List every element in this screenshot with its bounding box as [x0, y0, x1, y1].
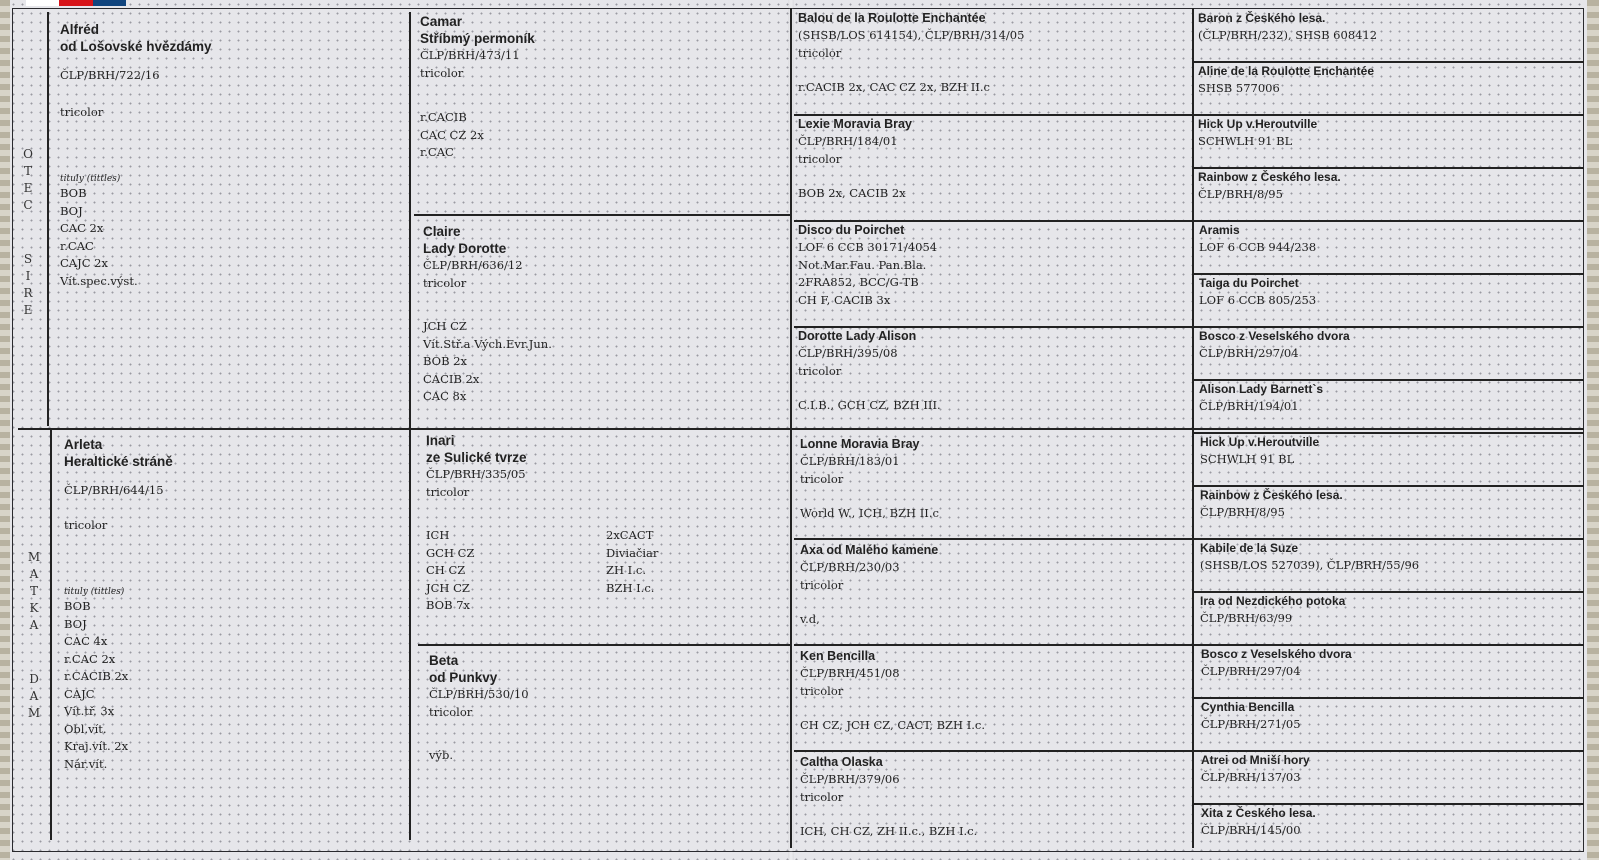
- ancestor-name: Baron z Českého lesa.: [1198, 11, 1326, 25]
- label-letter: A: [29, 618, 39, 632]
- ancestor-name-line1: Camar: [420, 14, 463, 29]
- dam-block: [64, 436, 399, 773]
- ancestor-name-line1: Claire: [423, 224, 461, 239]
- ancestor-name: Axa od Malého kamene: [800, 543, 939, 557]
- ancestor-detail: LOF 6 CCB 30171/4054: [798, 240, 938, 254]
- ancestor-gen4: [1198, 63, 1578, 98]
- ancestor-titles: C.I.B., GCH CZ, BZH III.: [798, 398, 941, 412]
- ancestor-name: Rainbow z Českého lesa.: [1198, 170, 1341, 184]
- label-letter: T: [29, 584, 38, 598]
- ancestor-name: Aline de la Roulotte Enchantée: [1198, 64, 1375, 78]
- ancestor-title: výb.: [429, 748, 454, 762]
- sire-title: Vít.spec.výst.: [60, 273, 138, 288]
- granddam-paternal: [423, 223, 773, 406]
- divider-line: [47, 12, 49, 426]
- ancestor-detail: tricolor: [800, 683, 844, 698]
- titles-column-right: [606, 527, 766, 615]
- dam-title: r.CAC 2x: [64, 651, 116, 666]
- ancestor-detail: tricolor: [798, 151, 842, 166]
- ancestor-title: JCH CZ: [426, 580, 470, 595]
- dam-title: Kraj.vít. 2x: [64, 739, 129, 753]
- ancestor-detail: tricolor: [800, 471, 844, 486]
- ancestor-registration: (SHSB/LOS 527039), ČLP/BRH/55/96: [1200, 558, 1420, 572]
- divider-line: [18, 428, 1584, 430]
- ancestor-color: tricolor: [426, 484, 470, 499]
- ancestor-title: CH CZ: [426, 563, 466, 577]
- ancestor-gen4: [1198, 116, 1578, 151]
- flag-stripe-blue: [93, 0, 126, 6]
- ancestor-title: r.CACIB: [420, 110, 467, 124]
- dam-label-cz: [27, 549, 41, 634]
- grandsire-maternal: [426, 432, 776, 615]
- sire-label-en: [21, 251, 35, 319]
- ancestor-registration: ČLP/BRH/473/11: [420, 48, 520, 62]
- ancestor-detail: ČLP/BRH/184/01: [798, 134, 898, 148]
- ancestor-registration: ČLP/BRH/194/01: [1199, 399, 1299, 413]
- ancestor-registration: SHSB 577006: [1198, 81, 1280, 95]
- ancestor-detail: ČLP/BRH/379/06: [800, 772, 900, 786]
- ancestor-name: Hick Up v.Heroutville: [1200, 435, 1320, 449]
- sire-registration: ČLP/BRH/722/16: [60, 68, 160, 82]
- ancestor-registration: ČLP/BRH/297/04: [1201, 664, 1301, 678]
- ancestor-title: GCH CZ: [426, 545, 475, 560]
- ancestor-titles: BOB 2x, CACIB 2x: [798, 186, 906, 200]
- ancestor-title: BZH I.c.: [606, 580, 655, 595]
- ancestor-registration: LOF 6 CCB 944/238: [1199, 240, 1317, 254]
- ancestor-gen4: [1199, 222, 1579, 257]
- ancestor-title: ZH I.c.: [606, 563, 646, 577]
- ancestor-detail: tricolor: [800, 789, 844, 804]
- ancestor-registration: ČLP/BRH/137/03: [1201, 770, 1301, 784]
- ancestor-gen4: [1201, 805, 1581, 840]
- label-letter: K: [29, 601, 39, 615]
- ancestor-registration: ČLP/BRH/8/95: [1198, 187, 1283, 201]
- ancestor-registration: ČLP/BRH/8/95: [1200, 505, 1285, 519]
- dam-title: Vít.tř. 3x: [64, 704, 115, 718]
- ancestor-detail: ČLP/BRH/451/08: [800, 666, 900, 680]
- label-letter: I: [25, 269, 31, 283]
- ancestor-registration: (ČLP/BRH/232), SHSB 608412: [1198, 28, 1378, 42]
- ancestor-gen3: [800, 754, 1190, 841]
- ancestor-name: Rainbow z Českého lesa.: [1200, 488, 1343, 502]
- ancestor-gen4: [1201, 752, 1581, 787]
- dam-title: Nár.vít.: [64, 756, 108, 771]
- dam-name-line1: Arleta: [64, 437, 103, 452]
- ancestor-name-line1: Inari: [426, 433, 455, 448]
- ancestor-titles: r.CACIB 2x, CAC CZ 2x, BZH II.c: [798, 80, 990, 94]
- ancestor-registration: SCHWLH 91 BL: [1200, 452, 1295, 466]
- dam-title: CAC 4x: [64, 634, 108, 648]
- ancestor-detail: ČLP/BRH/395/08: [798, 346, 898, 360]
- ancestor-title: CAC CZ 2x: [420, 127, 484, 142]
- dam-title: BOJ: [64, 616, 87, 631]
- label-letter: E: [23, 303, 33, 317]
- ancestor-detail: Not.Mar.Fau. Pan.Bla.: [798, 257, 927, 272]
- ancestor-name: Xita z Českého lesa.: [1201, 806, 1316, 820]
- ancestor-name: Hick Up v.Heroutville: [1198, 117, 1318, 131]
- ancestor-gen4: [1199, 381, 1579, 416]
- ancestor-name: Caltha Olaska: [800, 755, 883, 769]
- czech-flag-strip: [26, 0, 126, 6]
- dam-titles-heading: tituly (tittles): [64, 587, 125, 597]
- divider-line: [414, 214, 790, 216]
- ancestor-name: Ira od Nezdického potoka: [1200, 594, 1346, 608]
- ancestor-title: 2xCACT: [606, 528, 654, 542]
- label-letter: O: [23, 147, 33, 161]
- ancestor-title: BOB 2x: [423, 354, 468, 368]
- label-letter: T: [23, 164, 32, 178]
- ancestor-title: r.CAC: [420, 145, 454, 159]
- ancestor-gen4: [1201, 646, 1581, 681]
- ancestor-gen4: [1200, 593, 1580, 628]
- ancestor-titles: v.d,: [800, 612, 820, 626]
- sire-block: [60, 21, 395, 290]
- decorative-border-left: [0, 0, 10, 860]
- ancestor-detail: CH F, CACIB 3x: [798, 292, 891, 307]
- divider-line: [794, 750, 1192, 752]
- divider-line: [409, 12, 411, 840]
- dam-title: CAJC: [64, 686, 95, 701]
- ancestor-registration: ČLP/BRH/271/05: [1201, 717, 1301, 731]
- ancestor-detail: 2FRA852, BCC/G-TB: [798, 275, 919, 289]
- label-letter: D: [29, 672, 39, 686]
- ancestor-name-line2: ze Sulické tvrze: [426, 450, 527, 465]
- ancestor-titles: ICH, CH CZ, ZH II.c., BZH I.c.: [800, 824, 978, 838]
- ancestor-gen4: [1199, 328, 1579, 363]
- ancestor-gen3: [798, 222, 1188, 309]
- ancestor-gen3: [800, 542, 1190, 629]
- label-letter: E: [23, 181, 33, 195]
- dam-title: Obl.vít.: [64, 721, 107, 736]
- ancestor-gen4: [1201, 699, 1581, 734]
- ancestor-title: CAC 8x: [423, 389, 467, 403]
- dam-registration: ČLP/BRH/644/15: [64, 483, 164, 497]
- divider-line: [794, 538, 1192, 540]
- divider-line: [794, 644, 1192, 646]
- sire-title: CAJC 2x: [60, 256, 108, 270]
- label-letter: A: [29, 567, 39, 581]
- ancestor-color: tricolor: [423, 275, 467, 290]
- ancestor-name: Balou de la Roulotte Enchantée: [798, 11, 986, 25]
- ancestor-name: Kabile de la Suze: [1200, 541, 1299, 555]
- ancestor-title: BOB 7x: [426, 598, 471, 612]
- ancestor-name: Alison Lady Barnett`s: [1199, 382, 1324, 396]
- ancestor-title: Vít.Stř.a Vých.Evr.Jun.: [423, 336, 552, 351]
- ancestor-gen3: [798, 328, 1188, 415]
- sire-name-line1: Alfréd: [60, 22, 100, 37]
- sire-title: CAC 2x: [60, 221, 104, 235]
- ancestor-name: Aramis: [1199, 223, 1240, 237]
- ancestor-gen3: [798, 116, 1188, 203]
- ancestor-name-line2: od Punkvy: [429, 670, 498, 685]
- ancestor-gen4: [1198, 10, 1578, 45]
- ancestor-detail: tricolor: [798, 45, 842, 60]
- divider-line: [50, 430, 52, 840]
- ancestor-name-line1: Beta: [429, 653, 459, 668]
- flag-stripe-red: [59, 0, 92, 6]
- ancestor-gen3: [798, 10, 1188, 97]
- ancestor-name: Atrei od Mniší hory: [1201, 753, 1310, 767]
- ancestor-title: JCH CZ: [423, 319, 467, 333]
- ancestor-registration: ČLP/BRH/530/10: [429, 687, 529, 701]
- ancestor-titles: CH CZ, JCH CZ, CACT, BZH I.c.: [800, 718, 985, 732]
- ancestor-titles: World W., ICH, BZH II.c: [800, 506, 939, 520]
- ancestor-name: Lexie Moravia Bray: [798, 117, 912, 131]
- ancestor-name: Bosco z Veselského dvora: [1201, 647, 1352, 661]
- ancestor-registration: ČLP/BRH/63/99: [1200, 611, 1293, 625]
- ancestor-title: ICH: [426, 528, 450, 542]
- ancestor-name-line2: Lady Dorotte: [423, 241, 507, 256]
- ancestor-registration: LOF 6 CCB 805/253: [1199, 293, 1317, 307]
- ancestor-name: Disco du Poirchet: [798, 223, 905, 237]
- ancestor-detail: ČLP/BRH/230/03: [800, 560, 900, 574]
- divider-line: [418, 644, 790, 646]
- dam-label-en: [27, 671, 41, 722]
- ancestor-title: CACIB 2x: [423, 371, 480, 386]
- dam-name-line2: Heraltické stráně: [64, 454, 173, 469]
- ancestor-gen4: [1198, 169, 1578, 204]
- ancestor-registration: ČLP/BRH/335/05: [426, 467, 526, 481]
- ancestor-registration: ČLP/BRH/297/04: [1199, 346, 1299, 360]
- ancestor-detail: tricolor: [798, 363, 842, 378]
- ancestor-name-line2: Stříbmý permoník: [420, 31, 535, 46]
- ancestor-color: tricolor: [420, 65, 464, 80]
- ancestor-name: Bosco z Veselského dvora: [1199, 329, 1350, 343]
- ancestor-gen3: [800, 436, 1190, 523]
- dam-title: r.CACIB 2x: [64, 669, 129, 683]
- ancestor-name: Cynthia Bencilla: [1201, 700, 1295, 714]
- ancestor-registration: ČLP/BRH/636/12: [423, 258, 523, 272]
- ancestor-gen3: [800, 648, 1190, 735]
- ancestor-color: tricolor: [429, 704, 473, 719]
- ancestor-gen4: [1199, 275, 1579, 310]
- label-letter: M: [27, 550, 41, 564]
- sire-name-line2: od Lošovské hvězdámy: [60, 39, 212, 54]
- ancestor-name: Ken Bencilla: [800, 649, 876, 663]
- ancestor-name: Taiga du Poirchet: [1199, 276, 1299, 290]
- titles-column-left: [426, 527, 606, 615]
- label-letter: C: [23, 198, 33, 212]
- ancestor-name: Lonne Moravia Bray: [800, 437, 920, 451]
- label-letter: S: [23, 252, 33, 266]
- dam-title: BOB: [64, 599, 91, 613]
- sire-title: r.CAC: [60, 238, 94, 253]
- ancestor-detail: ČLP/BRH/183/01: [800, 454, 900, 468]
- ancestor-registration: SCHWLH 91 BL: [1198, 134, 1293, 148]
- ancestor-registration: ČLP/BRH/145/00: [1201, 823, 1301, 837]
- ancestor-detail: tricolor: [800, 577, 844, 592]
- ancestor-title: Diviačiar: [606, 545, 659, 560]
- granddam-maternal: [429, 652, 779, 765]
- label-letter: A: [29, 689, 39, 703]
- decorative-border-right: [1587, 0, 1599, 860]
- sire-title: BOB: [60, 186, 87, 200]
- ancestor-name: Dorotte Lady Alison: [798, 329, 917, 343]
- ancestor-gen4: [1200, 487, 1580, 522]
- label-letter: R: [23, 286, 33, 300]
- ancestor-gen4: [1200, 434, 1580, 469]
- grandsire-paternal: [420, 13, 770, 162]
- sire-color: tricolor: [60, 104, 104, 119]
- dam-color: tricolor: [64, 517, 108, 532]
- sire-title: BOJ: [60, 203, 83, 218]
- ancestor-detail: (SHSB/LOS 614154), ČLP/BRH/314/05: [798, 28, 1025, 42]
- flag-stripe-white: [26, 0, 59, 6]
- ancestor-gen4: [1200, 540, 1580, 575]
- sire-label-cz: [21, 146, 35, 214]
- label-letter: M: [27, 706, 41, 720]
- sire-titles-heading: tituly (tittles): [60, 174, 121, 184]
